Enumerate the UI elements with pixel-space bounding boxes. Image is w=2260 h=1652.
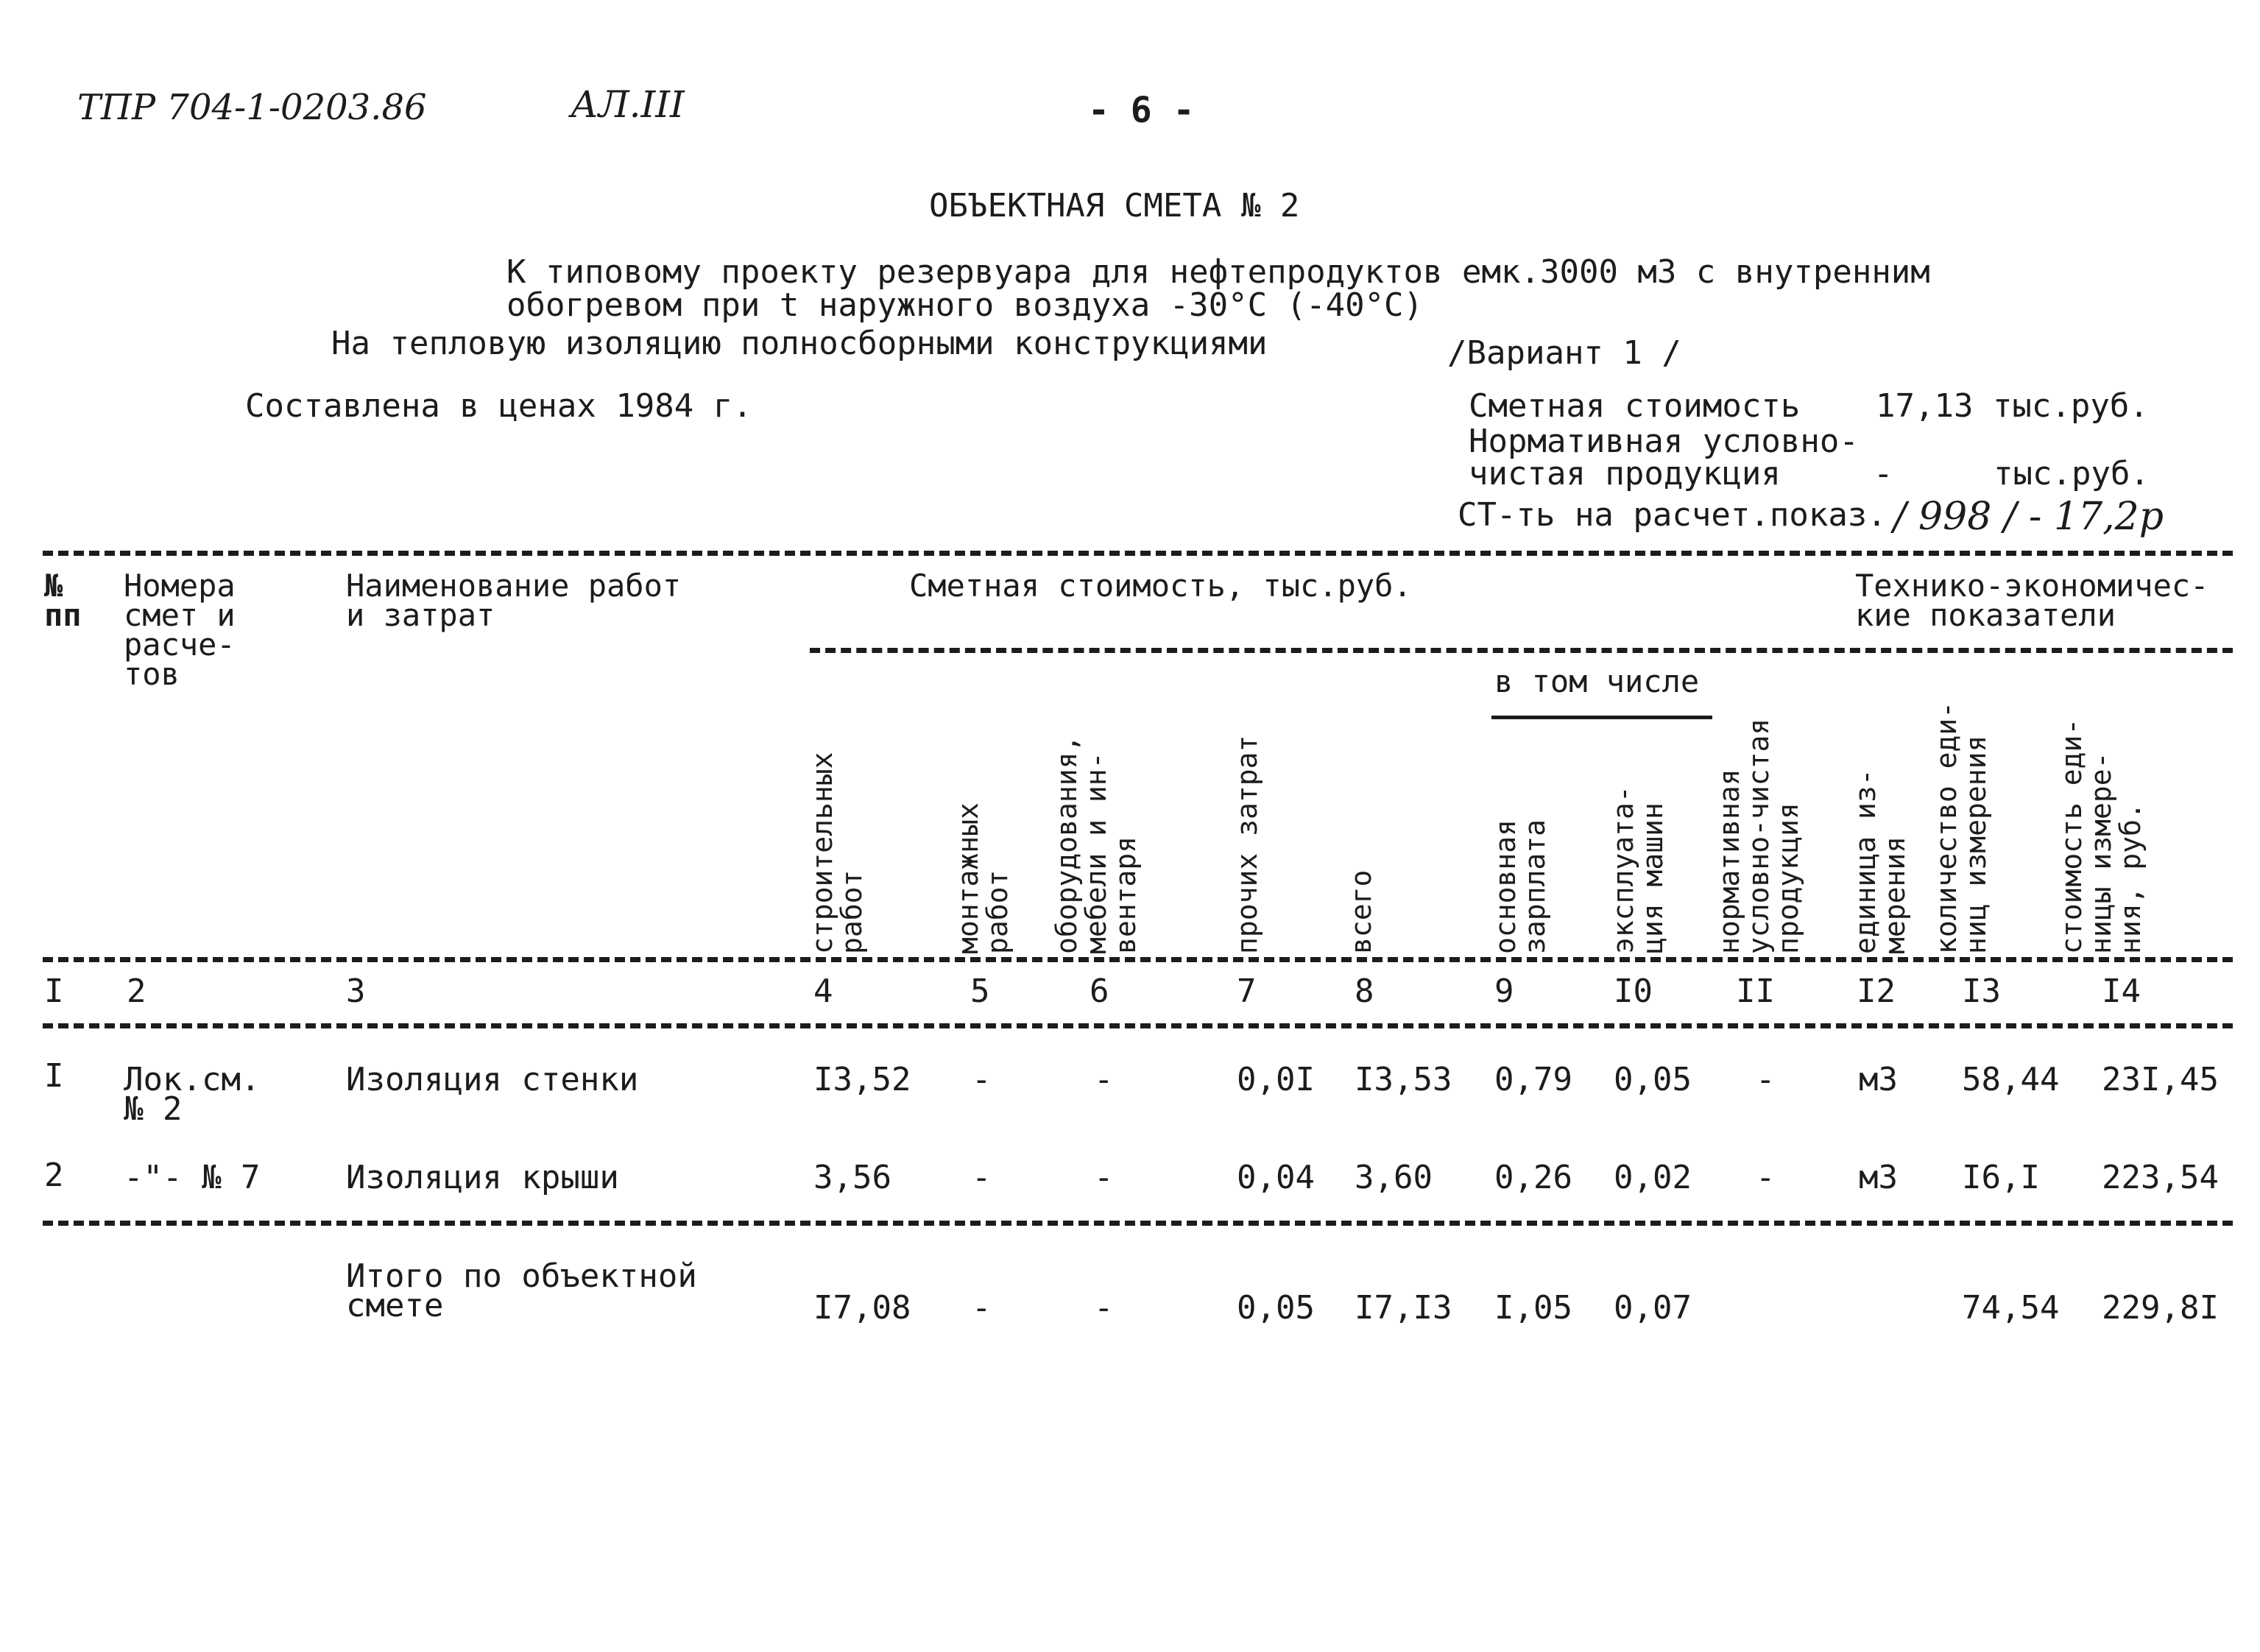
total-c4: I7,08 [813, 1289, 911, 1327]
col-number-14: I4 [2102, 973, 2141, 1010]
header-c6-line3: вентаря [1109, 836, 1142, 954]
header-c6-line1: оборудования, [1050, 735, 1083, 954]
col-number-3: 3 [346, 973, 366, 1010]
row1-c9: 0,79 [1494, 1061, 1572, 1098]
header-c14-line1: стоимость еди- [2055, 718, 2088, 954]
col-number-1: I [44, 973, 64, 1010]
col-number-4: 4 [813, 973, 833, 1010]
row2-number: 2 [44, 1157, 64, 1194]
including-underline [1491, 716, 1712, 719]
album-stamp: АЛ.III [571, 83, 685, 126]
row1-name: Изоляция стенки [346, 1061, 639, 1098]
row2-c12: м3 [1859, 1159, 1898, 1196]
prices-note: Составлена в ценах 1984 г. [245, 387, 752, 425]
col-number-7: 7 [1237, 973, 1257, 1010]
row2-c13: I6,I [1962, 1159, 2040, 1196]
header-tech-group-line2: кие показатели [1855, 597, 2116, 633]
header-c14-line3: ния, руб. [2114, 802, 2147, 954]
total-c8: I7,I3 [1355, 1289, 1452, 1327]
header-col2-line1: Номера [124, 568, 236, 604]
header-col1-line2: пп [44, 597, 82, 633]
document-title: ОБЪЕКТНАЯ СМЕТА № 2 [929, 187, 1300, 225]
row2-c7: 0,04 [1237, 1159, 1315, 1196]
header-c6-line2: мебели и ин- [1080, 752, 1112, 954]
row2-name: Изоляция крыши [346, 1159, 619, 1196]
header-c10-line1: эксплуата- [1607, 786, 1639, 954]
subheader-rule [810, 648, 2233, 653]
header-col2-line3: расче- [124, 626, 236, 663]
header-col3-line1: Наименование работ [346, 568, 682, 604]
row2-c10: 0,02 [1614, 1159, 1692, 1196]
row1-c4: I3,52 [813, 1061, 911, 1098]
header-c11-line3: продукция [1772, 802, 1804, 954]
col-number-10: I0 [1614, 973, 1653, 1010]
header-c4-line1: строительных [806, 752, 838, 954]
document-code-stamp: ТПР 704-1-0203.86 [77, 87, 427, 128]
calc-label: СТ-ть на расчет.показ. [1458, 496, 1887, 534]
row2-ref-line1: -"- № 7 [124, 1159, 261, 1196]
header-c4-line2: работ [836, 869, 868, 954]
row1-c8: I3,53 [1355, 1061, 1452, 1098]
table-top-rule [43, 551, 2233, 556]
total-c10: 0,07 [1614, 1289, 1692, 1327]
norm-label-2: чистая продукция [1469, 455, 1781, 493]
total-c13: 74,54 [1962, 1289, 2060, 1327]
row1-c6: - [1094, 1061, 1114, 1098]
row2-c14: 223,54 [2102, 1159, 2219, 1196]
col-numbers-rule [43, 1023, 2233, 1028]
cost-label: Сметная стоимость [1469, 387, 1801, 425]
norm-label-1: Нормативная условно- [1469, 423, 1859, 460]
rows-bottom-rule [43, 1221, 2233, 1226]
header-cost-group: Сметная стоимость, тыс.руб. [909, 568, 1412, 604]
header-c12-line2: мерения [1879, 836, 1911, 954]
row1-c12: м3 [1859, 1061, 1898, 1098]
row1-c5: - [972, 1061, 992, 1098]
row1-c11: - [1756, 1061, 1776, 1098]
header-c13-line2: ниц измерения [1960, 735, 1992, 954]
subtitle-line-2: обогревом при t наружного воздуха -30°С (-40°С) [506, 286, 1424, 324]
variant-label: /Вариант 1 / [1447, 334, 1681, 372]
total-name-line1: Итого по объектной [346, 1257, 697, 1295]
total-c6: - [1094, 1289, 1114, 1327]
cost-value: 17,13 тыс.руб. [1876, 387, 2149, 425]
header-c10-line2: ция машин [1636, 802, 1669, 954]
col-number-9: 9 [1494, 973, 1514, 1010]
col-number-5: 5 [970, 973, 990, 1010]
header-col2-line2: смет и [124, 597, 236, 633]
header-c5-line1: монтажных [952, 802, 984, 954]
row2-c5: - [972, 1159, 992, 1196]
header-c8-line1: всего [1345, 869, 1377, 954]
col-number-2: 2 [127, 973, 146, 1010]
header-c12-line1: единица из- [1849, 769, 1882, 954]
header-c11-line1: нормативная [1713, 769, 1745, 954]
norm-value: - [1874, 455, 1893, 493]
col-number-12: I2 [1857, 973, 1896, 1010]
header-col2-line4: тов [124, 656, 180, 692]
row2-c11: - [1756, 1159, 1776, 1196]
total-c7: 0,05 [1237, 1289, 1315, 1327]
col-number-11: II [1736, 973, 1775, 1010]
header-c11-line2: условно-чистая [1742, 718, 1775, 954]
header-bottom-rule [43, 957, 2233, 962]
total-c9: I,05 [1494, 1289, 1572, 1327]
total-name-line2: смете [346, 1287, 444, 1324]
col-number-13: I3 [1962, 973, 2001, 1010]
header-col1-line1: № [44, 568, 63, 604]
subtitle-line-3: На тепловую изоляцию полносборными конструкциями [331, 325, 1268, 362]
header-including: в том числе [1494, 663, 1700, 699]
header-col3-line2: и затрат [346, 597, 495, 633]
total-c5: - [972, 1289, 992, 1327]
row2-c9: 0,26 [1494, 1159, 1572, 1196]
row2-c8: 3,60 [1355, 1159, 1433, 1196]
row1-number: I [44, 1057, 64, 1095]
col-number-6: 6 [1090, 973, 1109, 1010]
row1-ref-line1: Лок.см. [124, 1061, 261, 1098]
header-c9-line1: основная [1489, 819, 1522, 954]
row1-c14: 23I,45 [2102, 1061, 2219, 1098]
header-c5-line2: работ [981, 869, 1014, 954]
header-c9-line2: зарплата [1519, 819, 1551, 954]
row2-c4: 3,56 [813, 1159, 891, 1196]
subtitle-line-1: К типовому проекту резервуара для нефтепродуктов емк.3000 м3 с внутренним [506, 253, 1930, 291]
calc-value-handwritten: / 998 / - 17,2р [1893, 495, 2164, 539]
total-c14: 229,8I [2102, 1289, 2219, 1327]
norm-unit: тыс.руб. [1994, 455, 2150, 493]
col-number-8: 8 [1355, 973, 1374, 1010]
page-number: - 6 - [1088, 90, 1195, 131]
header-c7-line1: прочих затрат [1231, 735, 1263, 954]
row1-c13: 58,44 [1962, 1061, 2060, 1098]
header-c14-line2: ницы измере- [2085, 752, 2117, 954]
header-c13-line1: количество еди- [1930, 701, 1963, 954]
row1-ref-line2: № 2 [124, 1090, 183, 1128]
row1-c7: 0,0I [1237, 1061, 1315, 1098]
row1-c10: 0,05 [1614, 1061, 1692, 1098]
header-tech-group-line1: Технико-экономичес- [1855, 568, 2209, 604]
row2-c6: - [1094, 1159, 1114, 1196]
